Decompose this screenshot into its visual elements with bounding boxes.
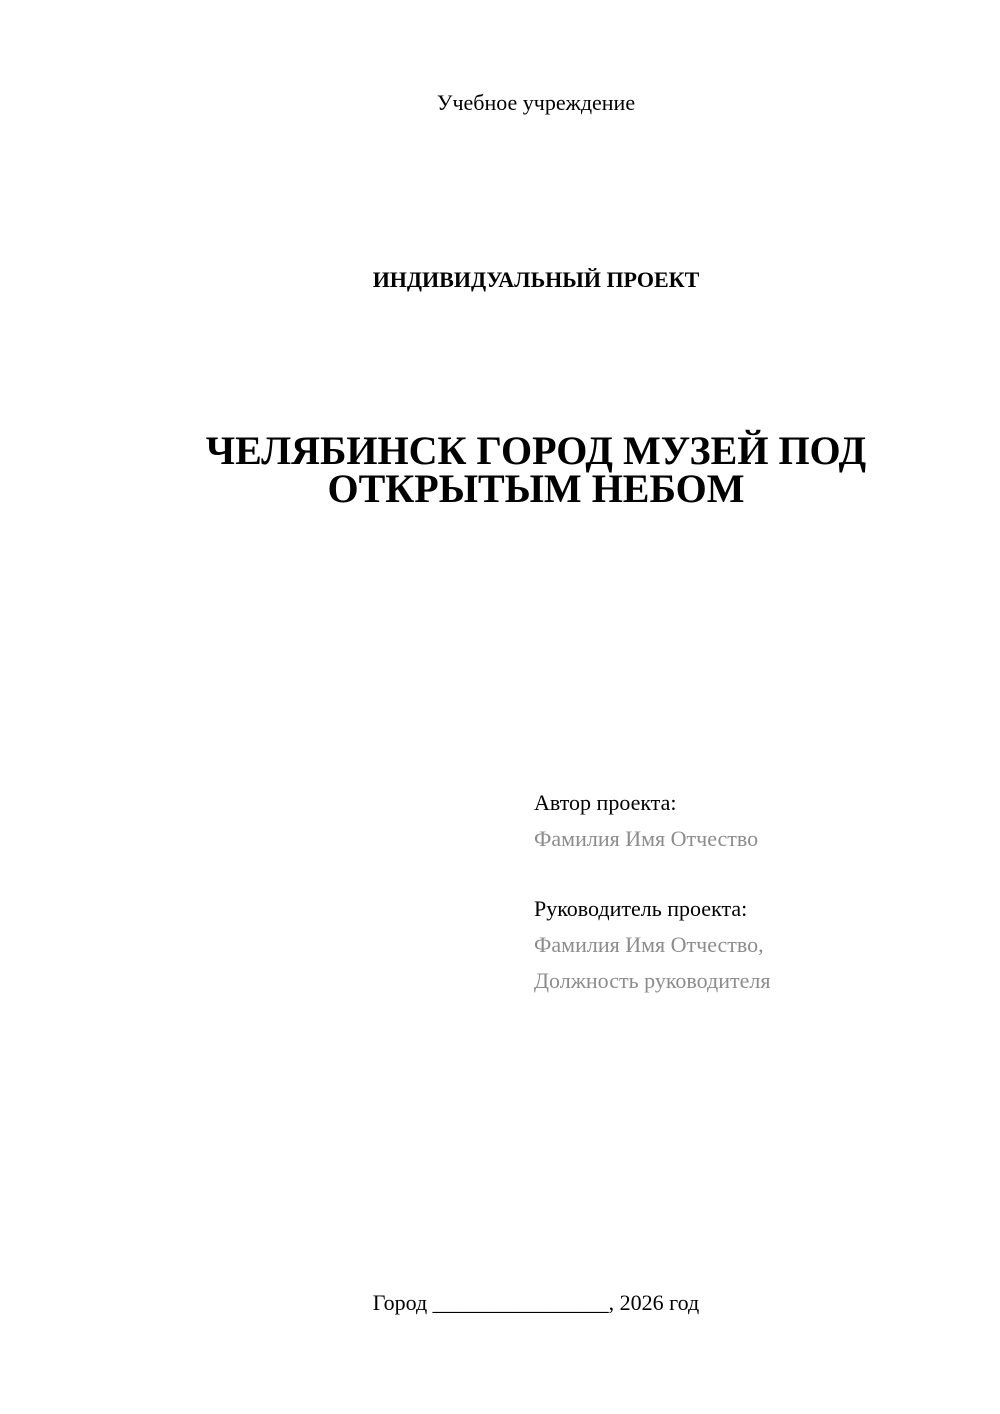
supervisor-label: Руководитель проекта: <box>534 896 748 921</box>
author-block <box>534 785 758 857</box>
project-title <box>0 428 1000 511</box>
author-name-placeholder: Фамилия Имя Отчество <box>534 826 759 851</box>
project-title-line-1: ЧЕЛЯБИНСК ГОРОД МУЗЕЙ ПОД <box>205 428 867 473</box>
project-title-line-2: ОТКРЫТЫМ НЕБОМ <box>327 466 745 511</box>
institution-name: Учебное учреждение <box>436 90 636 115</box>
city-year-line: Город ________________, 2026 год <box>372 1290 700 1315</box>
supervisor-block <box>534 891 770 999</box>
project-type-heading: ИНДИВИДУАЛЬНЫЙ ПРОЕКТ <box>372 267 700 292</box>
author-label: Автор проекта: <box>534 790 677 815</box>
supervisor-position-placeholder: Должность руководителя <box>534 968 771 993</box>
supervisor-name-placeholder: Фамилия Имя Отчество, <box>534 932 764 957</box>
